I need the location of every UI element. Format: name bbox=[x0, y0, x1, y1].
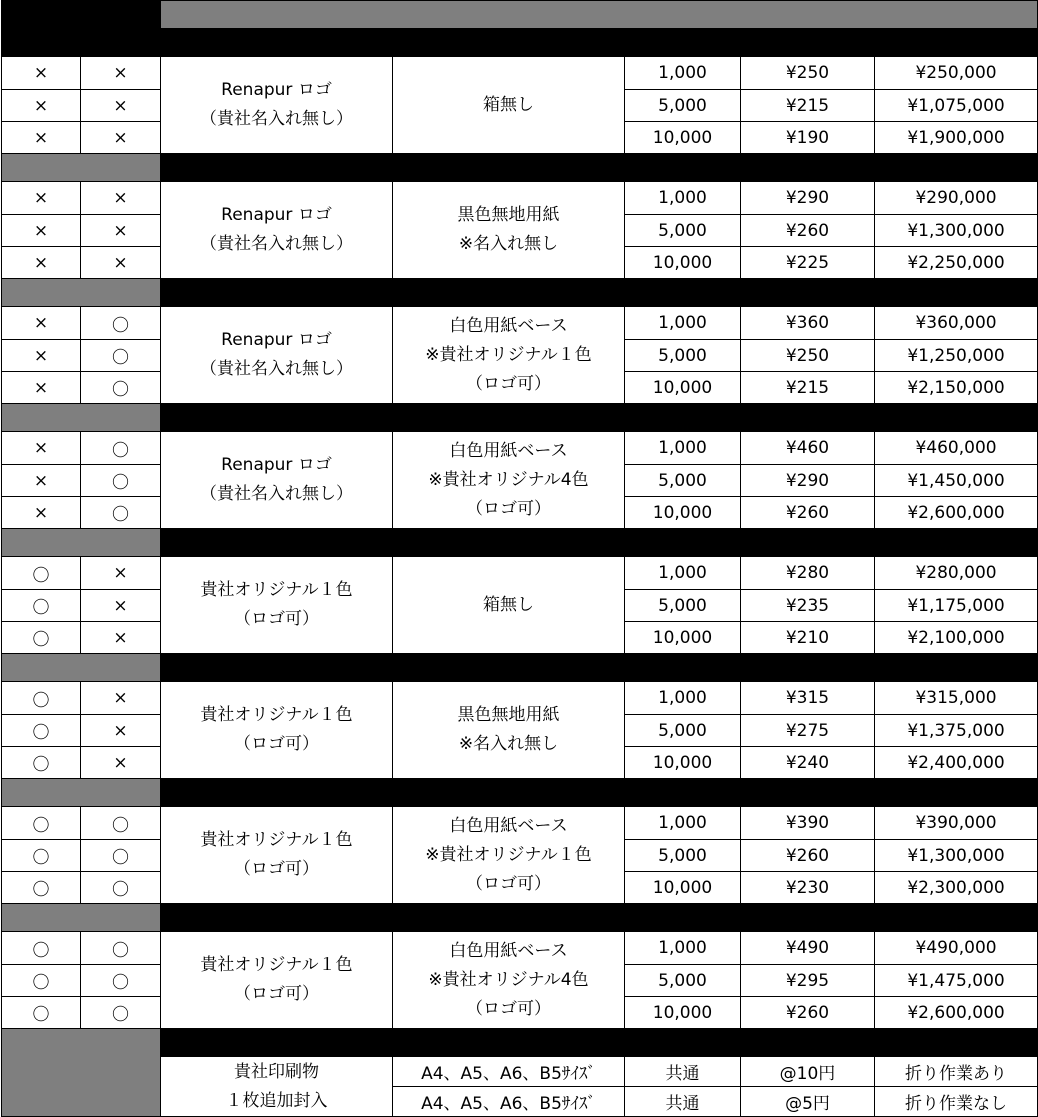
box-print-mark: × bbox=[81, 747, 161, 779]
box-spec-line: 黒色無地用紙 bbox=[457, 705, 560, 725]
print-spec-line: （貴社名入れ無し） bbox=[200, 484, 353, 504]
box-spec-line: ※名入れ無し bbox=[458, 734, 559, 754]
quantity-cell: 1,000 bbox=[625, 557, 741, 590]
section-header-row bbox=[2, 904, 1038, 932]
box-print-mark: 〇 bbox=[81, 497, 161, 529]
lid-print-mark: × bbox=[2, 372, 81, 404]
lid-print-mark: × bbox=[2, 122, 81, 154]
unit-price-cell: ¥240 bbox=[741, 747, 875, 779]
unit-price-header: 単価 bbox=[741, 904, 875, 932]
box-spec-line: （ロゴ可） bbox=[466, 498, 551, 519]
unit-price-cell: ¥230 bbox=[741, 872, 875, 904]
quantity-header: 数量 bbox=[625, 529, 741, 557]
unit-price-cell: ¥260 bbox=[741, 215, 875, 247]
table-row bbox=[2, 557, 1038, 590]
total-header: 合計 bbox=[875, 904, 1038, 932]
options-title: 貴社封入物追加オプション bbox=[161, 1029, 1038, 1057]
box-print-mark: × bbox=[81, 215, 161, 247]
box-print-mark: × bbox=[81, 590, 161, 622]
print-spec-cell bbox=[161, 807, 393, 904]
quantity-header: 数量 bbox=[625, 154, 741, 182]
total-cell: ¥2,150,000 bbox=[875, 372, 1038, 404]
box-print-mark: 〇 bbox=[81, 997, 161, 1029]
lid-print-mark: × bbox=[2, 307, 81, 340]
section-header-row bbox=[2, 779, 1038, 807]
print-spec-cell bbox=[161, 182, 393, 279]
total-cell: ¥490,000 bbox=[875, 932, 1038, 965]
print-spec-line: （ロゴ可） bbox=[234, 984, 319, 1004]
quantity-cell: 10,000 bbox=[625, 622, 741, 654]
print-spec-line: （貴社名入れ無し） bbox=[200, 109, 353, 129]
total-header: 合計 bbox=[875, 279, 1038, 307]
quantity-header: 数量 bbox=[625, 279, 741, 307]
unit-price-header: 単価 bbox=[741, 779, 875, 807]
quantity-header: 数量 bbox=[625, 404, 741, 432]
unit-price-cell: ¥280 bbox=[741, 557, 875, 590]
box-spec-line: （ロゴ可） bbox=[466, 373, 551, 394]
box-print-mark: 〇 bbox=[81, 307, 161, 340]
unit-price-cell: ¥275 bbox=[741, 715, 875, 747]
unit-price-cell: ¥490 bbox=[741, 932, 875, 965]
total-cell: ¥250,000 bbox=[875, 57, 1038, 90]
unit-price-cell: ¥190 bbox=[741, 122, 875, 154]
quantity-header: 数量 bbox=[625, 654, 741, 682]
print-spec-cell bbox=[161, 557, 393, 654]
quantity-cell: 1,000 bbox=[625, 307, 741, 340]
quantity-header: 数量 bbox=[625, 779, 741, 807]
section-gray-spacer bbox=[2, 529, 161, 557]
name-label-header: 名入れ有無 bbox=[2, 1, 161, 29]
table-row bbox=[2, 682, 1038, 715]
box-print-mark: × bbox=[81, 715, 161, 747]
box-spec-header: 外箱仕様 bbox=[393, 404, 625, 432]
box-spec-line: 箱無し bbox=[483, 94, 534, 115]
quantity-cell: 10,000 bbox=[625, 747, 741, 779]
unit-price-header: 単価 bbox=[741, 279, 875, 307]
quantity-cell: 5,000 bbox=[625, 340, 741, 372]
unit-price-cell: ¥250 bbox=[741, 340, 875, 372]
print-spec-cell bbox=[161, 682, 393, 779]
total-cell: ¥280,000 bbox=[875, 557, 1038, 590]
total-cell: ¥2,250,000 bbox=[875, 247, 1038, 279]
options-sizes-cell: A4、A5、A6、B5ｻｲｽﾞ bbox=[393, 1057, 625, 1087]
options-header-row bbox=[2, 1029, 1038, 1057]
options-label-line: １枚追加封入 bbox=[225, 1090, 328, 1111]
quantity-cell: 1,000 bbox=[625, 682, 741, 715]
print-spec-line: （ロゴ可） bbox=[234, 609, 319, 629]
total-cell: ¥1,075,000 bbox=[875, 90, 1038, 122]
print-spec-line: 貴社オリジナル１色 bbox=[200, 580, 353, 600]
quantity-cell: 5,000 bbox=[625, 715, 741, 747]
unit-price-cell: ¥295 bbox=[741, 965, 875, 997]
unit-price-cell: ¥210 bbox=[741, 622, 875, 654]
total-cell: ¥390,000 bbox=[875, 807, 1038, 840]
quantity-cell: 5,000 bbox=[625, 90, 741, 122]
box-spec-cell bbox=[393, 932, 625, 1029]
box-spec-line: 白色用紙ベース bbox=[449, 940, 568, 961]
top-header-row bbox=[2, 1, 1038, 29]
print-spec-line: 貴社オリジナル１色 bbox=[200, 705, 353, 725]
box-spec-header: 外箱仕様 bbox=[393, 654, 625, 682]
box-spec-cell bbox=[393, 557, 625, 654]
box-spec-header: 外箱仕様 bbox=[393, 29, 625, 57]
total-cell: ¥1,250,000 bbox=[875, 340, 1038, 372]
box-print-mark: 〇 bbox=[81, 872, 161, 904]
box-spec-header: 外箱仕様 bbox=[393, 904, 625, 932]
quantity-cell: 1,000 bbox=[625, 57, 741, 90]
options-gray-block bbox=[2, 1029, 161, 1117]
total-cell: ¥1,175,000 bbox=[875, 590, 1038, 622]
unit-price-cell: ¥225 bbox=[741, 247, 875, 279]
lid-print-mark: × bbox=[2, 90, 81, 122]
section-gray-spacer bbox=[2, 779, 161, 807]
box-spec-cell bbox=[393, 807, 625, 904]
table-row bbox=[2, 57, 1038, 90]
table-row bbox=[2, 307, 1038, 340]
lid-print-mark: × bbox=[2, 497, 81, 529]
quantity-cell: 1,000 bbox=[625, 807, 741, 840]
box-spec-line: （ロゴ可） bbox=[466, 998, 551, 1019]
total-cell: ¥2,300,000 bbox=[875, 872, 1038, 904]
unit-price-cell: ¥260 bbox=[741, 840, 875, 872]
print-spec-header: 5ml 容器フタ印刷仕様 bbox=[161, 279, 393, 307]
total-header: 合計 bbox=[875, 154, 1038, 182]
quantity-cell: 5,000 bbox=[625, 590, 741, 622]
total-cell: ¥2,400,000 bbox=[875, 747, 1038, 779]
print-spec-line: （ロゴ可） bbox=[234, 734, 319, 754]
options-sizes-cell: A4、A5、A6、B5ｻｲｽﾞ bbox=[393, 1087, 625, 1117]
print-spec-header: 5ml 容器フタ印刷仕様 bbox=[161, 904, 393, 932]
box-print-mark: 〇 bbox=[81, 932, 161, 965]
unit-price-header: 単価 bbox=[741, 529, 875, 557]
lid-print-mark: 〇 bbox=[2, 997, 81, 1029]
box-spec-cell bbox=[393, 182, 625, 279]
unit-price-cell: ¥260 bbox=[741, 497, 875, 529]
section-header-row bbox=[2, 154, 1038, 182]
box-spec-line: 黒色無地用紙 bbox=[457, 205, 560, 225]
lid-print-mark: 〇 bbox=[2, 807, 81, 840]
box-print-mark: × bbox=[81, 90, 161, 122]
options-work-cell: 折り作業なし bbox=[875, 1087, 1038, 1117]
box-print-mark: 〇 bbox=[81, 432, 161, 465]
print-spec-line: Renapur ロゴ bbox=[221, 205, 332, 225]
quantity-cell: 5,000 bbox=[625, 215, 741, 247]
lid-print-mark: 〇 bbox=[2, 715, 81, 747]
total-header: 合計 bbox=[875, 529, 1038, 557]
lid-print-mark: 〇 bbox=[2, 872, 81, 904]
print-spec-cell bbox=[161, 432, 393, 529]
lid-print-mark: 〇 bbox=[2, 840, 81, 872]
lid-print-mark: 〇 bbox=[2, 747, 81, 779]
box-print-mark: 〇 bbox=[81, 465, 161, 497]
table-row bbox=[2, 932, 1038, 965]
quantity-cell: 10,000 bbox=[625, 997, 741, 1029]
quantity-cell: 1,000 bbox=[625, 932, 741, 965]
box-print-mark: 〇 bbox=[81, 840, 161, 872]
top-gray-band bbox=[161, 1, 1038, 29]
box-spec-header: 外箱仕様 bbox=[393, 279, 625, 307]
print-spec-line: Renapur ロゴ bbox=[221, 80, 332, 100]
box-print-mark: 〇 bbox=[81, 807, 161, 840]
box-spec-cell bbox=[393, 57, 625, 154]
lid-print-mark: 〇 bbox=[2, 682, 81, 715]
lid-print-mark: × bbox=[2, 340, 81, 372]
unit-price-header: 単価 bbox=[741, 154, 875, 182]
container-lid-header: 容器フタ bbox=[2, 29, 81, 57]
quantity-cell: 5,000 bbox=[625, 840, 741, 872]
total-header: 合計 bbox=[875, 404, 1038, 432]
total-cell: ¥460,000 bbox=[875, 432, 1038, 465]
options-price-cell: @5円 bbox=[741, 1087, 875, 1117]
quantity-cell: 1,000 bbox=[625, 182, 741, 215]
quantity-cell: 10,000 bbox=[625, 247, 741, 279]
section-gray-spacer bbox=[2, 654, 161, 682]
box-print-mark: 〇 bbox=[81, 372, 161, 404]
unit-price-cell: ¥215 bbox=[741, 90, 875, 122]
print-spec-header: 5ml 容器フタ印刷仕様 bbox=[161, 529, 393, 557]
lid-print-mark: × bbox=[2, 432, 81, 465]
print-spec-cell bbox=[161, 307, 393, 404]
options-price-cell: @10円 bbox=[741, 1057, 875, 1087]
lid-print-mark: 〇 bbox=[2, 932, 81, 965]
options-work-cell: 折り作業あり bbox=[875, 1057, 1038, 1087]
lid-print-mark: 〇 bbox=[2, 622, 81, 654]
box-print-mark: × bbox=[81, 622, 161, 654]
unit-price-cell: ¥250 bbox=[741, 57, 875, 90]
section-gray-spacer bbox=[2, 904, 161, 932]
print-spec-line: 貴社オリジナル１色 bbox=[200, 955, 353, 975]
box-spec-line: 箱無し bbox=[483, 594, 534, 615]
lid-print-mark: × bbox=[2, 182, 81, 215]
section-header-row bbox=[2, 279, 1038, 307]
box-print-mark: × bbox=[81, 122, 161, 154]
print-spec-line: 貴社オリジナル１色 bbox=[200, 830, 353, 850]
box-spec-header: 外箱仕様 bbox=[393, 154, 625, 182]
lid-print-mark: × bbox=[2, 57, 81, 90]
total-cell: ¥2,100,000 bbox=[875, 622, 1038, 654]
total-cell: ¥2,600,000 bbox=[875, 497, 1038, 529]
box-spec-header: 外箱仕様 bbox=[393, 779, 625, 807]
total-cell: ¥1,375,000 bbox=[875, 715, 1038, 747]
table-row bbox=[2, 182, 1038, 215]
price-table bbox=[1, 0, 1038, 1117]
box-print-mark: × bbox=[81, 182, 161, 215]
unit-price-cell: ¥235 bbox=[741, 590, 875, 622]
options-label-line: 貴社印刷物 bbox=[234, 1061, 319, 1082]
total-cell: ¥1,450,000 bbox=[875, 465, 1038, 497]
quantity-cell: 5,000 bbox=[625, 465, 741, 497]
total-cell: ¥1,900,000 bbox=[875, 122, 1038, 154]
box-spec-line: ※貴社オリジナル１色 bbox=[425, 344, 592, 365]
unit-price-header: 単価 bbox=[741, 404, 875, 432]
print-spec-line: Renapur ロゴ bbox=[221, 455, 332, 475]
section-header-row bbox=[2, 29, 1038, 57]
box-spec-line: ※貴社オリジナル4色 bbox=[428, 969, 589, 990]
total-cell: ¥1,300,000 bbox=[875, 215, 1038, 247]
box-print-mark: × bbox=[81, 557, 161, 590]
unit-price-cell: ¥360 bbox=[741, 307, 875, 340]
total-cell: ¥1,300,000 bbox=[875, 840, 1038, 872]
total-cell: ¥290,000 bbox=[875, 182, 1038, 215]
box-spec-header: 外箱仕様 bbox=[393, 529, 625, 557]
price-table-body bbox=[2, 1, 1038, 1117]
box-print-mark: 〇 bbox=[81, 965, 161, 997]
quantity-cell: 5,000 bbox=[625, 965, 741, 997]
section-header-row bbox=[2, 404, 1038, 432]
quantity-cell: 1,000 bbox=[625, 432, 741, 465]
box-spec-line: ※名入れ無し bbox=[458, 234, 559, 254]
quantity-header: 数量 bbox=[625, 29, 741, 57]
lid-print-mark: 〇 bbox=[2, 590, 81, 622]
options-label-cell bbox=[161, 1057, 393, 1117]
lid-print-mark: 〇 bbox=[2, 965, 81, 997]
unit-price-header: 単価 bbox=[741, 654, 875, 682]
print-spec-cell bbox=[161, 57, 393, 154]
box-spec-line: 白色用紙ベース bbox=[449, 315, 568, 336]
total-header: 合計 bbox=[875, 654, 1038, 682]
print-spec-cell bbox=[161, 932, 393, 1029]
box-spec-cell bbox=[393, 307, 625, 404]
quantity-cell: 10,000 bbox=[625, 497, 741, 529]
total-cell: ¥2,600,000 bbox=[875, 997, 1038, 1029]
quantity-cell: 10,000 bbox=[625, 872, 741, 904]
print-spec-header: 5ml 容器フタ印刷仕様 bbox=[161, 654, 393, 682]
section-header-row bbox=[2, 654, 1038, 682]
box-print-mark: × bbox=[81, 57, 161, 90]
print-spec-header: 5ml 容器フタ印刷仕様 bbox=[161, 779, 393, 807]
lid-print-mark: × bbox=[2, 247, 81, 279]
unit-price-cell: ¥260 bbox=[741, 997, 875, 1029]
unit-price-cell: ¥290 bbox=[741, 182, 875, 215]
unit-price-cell: ¥460 bbox=[741, 432, 875, 465]
box-spec-line: 白色用紙ベース bbox=[449, 815, 568, 836]
box-spec-cell bbox=[393, 682, 625, 779]
section-gray-spacer bbox=[2, 154, 161, 182]
box-spec-cell bbox=[393, 432, 625, 529]
options-common-cell: 共通 bbox=[625, 1087, 741, 1117]
unit-price-cell: ¥315 bbox=[741, 682, 875, 715]
table-row bbox=[2, 807, 1038, 840]
total-cell: ¥315,000 bbox=[875, 682, 1038, 715]
section-header-row bbox=[2, 529, 1038, 557]
print-spec-header: 5ml 容器フタ印刷仕様 bbox=[161, 154, 393, 182]
box-print-mark: × bbox=[81, 247, 161, 279]
print-spec-line: Renapur ロゴ bbox=[221, 330, 332, 350]
box-spec-line: ※貴社オリジナル１色 bbox=[425, 844, 592, 865]
unit-price-cell: ¥290 bbox=[741, 465, 875, 497]
box-spec-line: （ロゴ可） bbox=[466, 873, 551, 894]
box-print-mark: × bbox=[81, 682, 161, 715]
table-row bbox=[2, 432, 1038, 465]
quantity-cell: 10,000 bbox=[625, 372, 741, 404]
print-spec-line: （ロゴ可） bbox=[234, 859, 319, 879]
box-spec-line: 白色用紙ベース bbox=[449, 440, 568, 461]
quantity-header: 数量 bbox=[625, 904, 741, 932]
box-print-mark: 〇 bbox=[81, 340, 161, 372]
total-cell: ¥360,000 bbox=[875, 307, 1038, 340]
total-cell: ¥1,475,000 bbox=[875, 965, 1038, 997]
print-spec-header: 5ml 容器フタ印刷仕様 bbox=[161, 29, 393, 57]
unit-price-cell: ¥215 bbox=[741, 372, 875, 404]
unit-price-cell: ¥390 bbox=[741, 807, 875, 840]
print-spec-line: （貴社名入れ無し） bbox=[200, 359, 353, 379]
box-spec-line: ※貴社オリジナル4色 bbox=[428, 469, 589, 490]
section-gray-spacer bbox=[2, 279, 161, 307]
options-common-cell: 共通 bbox=[625, 1057, 741, 1087]
print-spec-header: 5ml 容器フタ印刷仕様 bbox=[161, 404, 393, 432]
total-header: 合計 bbox=[875, 29, 1038, 57]
outer-box-header: 外箱 bbox=[81, 29, 161, 57]
section-gray-spacer bbox=[2, 404, 161, 432]
print-spec-line: （貴社名入れ無し） bbox=[200, 234, 353, 254]
lid-print-mark: × bbox=[2, 465, 81, 497]
lid-print-mark: × bbox=[2, 215, 81, 247]
lid-print-mark: 〇 bbox=[2, 557, 81, 590]
total-header: 合計 bbox=[875, 779, 1038, 807]
unit-price-header: 単価 bbox=[741, 29, 875, 57]
quantity-cell: 10,000 bbox=[625, 122, 741, 154]
